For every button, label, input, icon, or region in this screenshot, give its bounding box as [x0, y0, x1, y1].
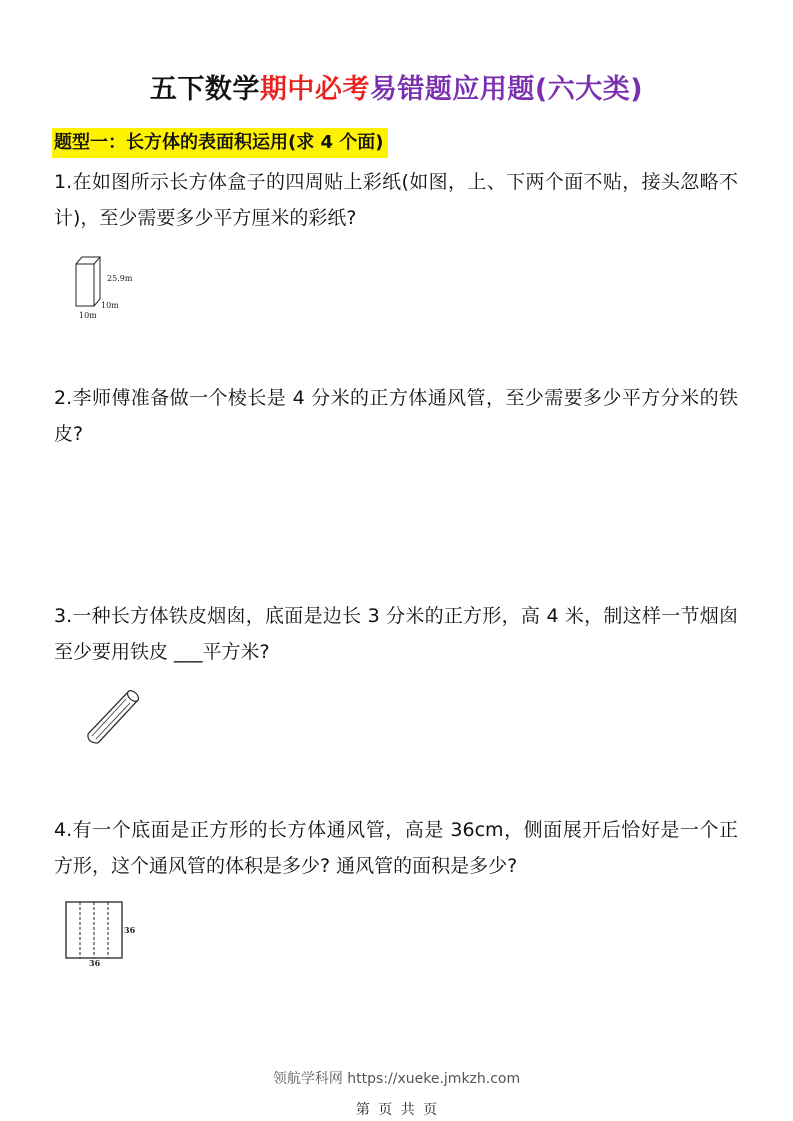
- unfolded-side-label: 36: [124, 925, 136, 935]
- cuboid-depth-label: 10m: [101, 301, 119, 310]
- unfolded-side-figure: [60, 896, 140, 968]
- cuboid-front-face: [76, 264, 94, 306]
- footer-website: 领航学科网 https://xueke.jmkzh.com: [272, 1071, 521, 1087]
- cuboid-width-label: 10m: [79, 311, 97, 320]
- unfolded-bottom-label: 36: [89, 958, 101, 968]
- footer-page-number: 第 页 共 页: [355, 1102, 438, 1118]
- cuboid-height-label: 25.9m: [107, 274, 133, 283]
- chimney-figure: [80, 686, 150, 750]
- cuboid-right-face: [94, 257, 100, 306]
- title-part-3: 易错题应用题(六大类): [369, 74, 644, 105]
- question-3-text: 3.一种长方体铁皮烟囱，底面是边长 3 分米的正方形，高 4 米，制这样一节烟囱至少要用铁皮 ___平方米?: [54, 605, 738, 663]
- title-part-1: 五下数学: [149, 74, 260, 105]
- title-part-2: 期中必考: [259, 74, 370, 105]
- question-2-text: 2.李师傅准备做一个棱长是 4 分米的正方体通风管，至少需要多少平方分米的铁皮?: [54, 387, 738, 445]
- page-title: [0, 70, 793, 110]
- section-heading: 题型一：长方体的表面积运用(求 4 个面): [52, 128, 388, 158]
- question-4-text: 4.有一个底面是正方形的长方体通风管，高是 36cm，侧面展开后恰好是一个正方形，这个通风管的体积是多少? 通风管的面积是多少?: [54, 819, 738, 877]
- cuboid-figure: [70, 250, 150, 322]
- cuboid-top-face: [76, 257, 100, 264]
- question-1-text: 1.在如图所示长方体盒子的四周贴上彩纸(如图，上、下两个面不贴，接头忽略不计)，至少需要多少平方厘米的彩纸?: [54, 171, 738, 229]
